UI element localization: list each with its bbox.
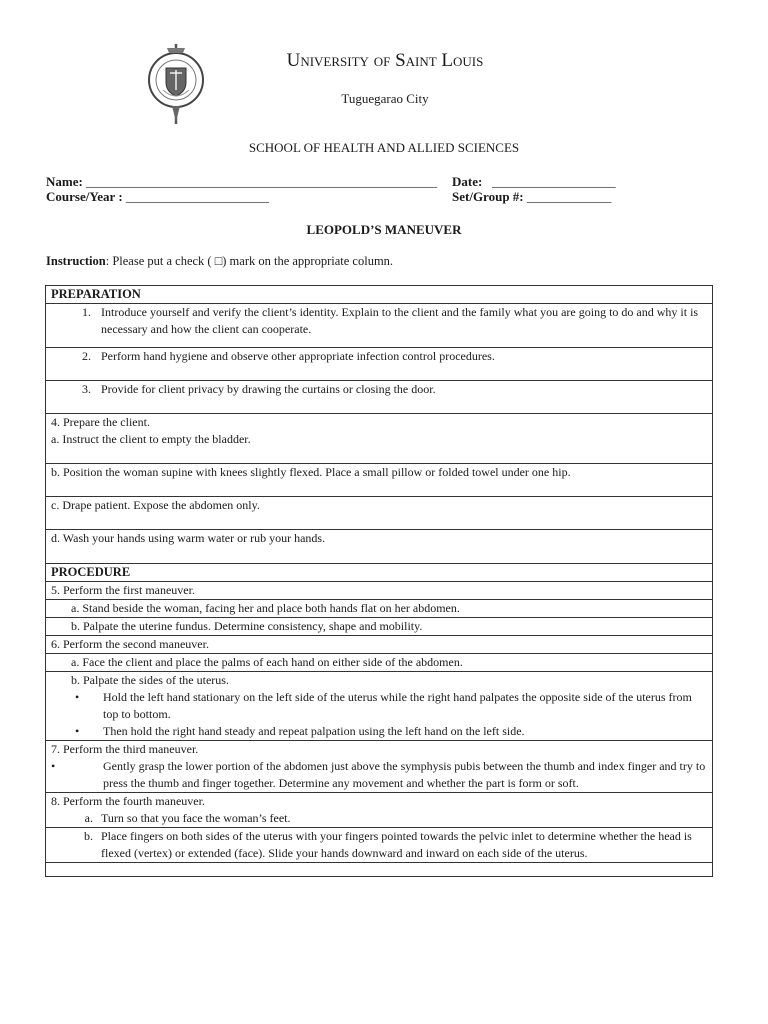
date-field: Date: ___________________: [452, 174, 616, 189]
table-row: 8. Perform the fourth maneuver. a. Turn so that you face the woman’s feet.: [46, 793, 713, 828]
table-row: 2. Perform hand hygiene and observe other appropriate infection control procedures.: [46, 348, 713, 381]
table-row: a. Face the client and place the palms of each hand on either side of the abdomen.: [46, 654, 713, 672]
section-header-preparation: PREPARATION: [46, 286, 713, 304]
name-field: Name: ______________________________________________________: [46, 174, 438, 189]
university-seal-logo: [143, 42, 209, 126]
set-group-field: Set/Group #: _____________: [452, 189, 612, 204]
table-row: b. Position the woman supine with knees slightly flexed. Place a small pillow or folded towel under one hip.: [46, 464, 713, 497]
table-row: c. Drape patient. Expose the abdomen only.: [46, 497, 713, 530]
table-row: 6. Perform the second maneuver.: [46, 636, 713, 654]
table-row: b. Palpate the uterine fundus. Determine consistency, shape and mobility.: [46, 618, 713, 636]
table-row: b. Palpate the sides of the uterus. • Hold the left hand stationary on the left side of the uterus while the right hand palpates the opposite side of the uterus from top to bottom. • Then hold the right hand steady and repeat palpation using the left hand on the left side.: [46, 672, 713, 741]
bullet-icon: •: [75, 690, 80, 704]
table-row: d. Wash your hands using warm water or rub your hands.: [46, 530, 713, 564]
table-row: a. Stand beside the woman, facing her and place both hands flat on her abdomen.: [46, 600, 713, 618]
table-row: 3. Provide for client privacy by drawing the curtains or closing the door.: [46, 381, 713, 414]
course-year-field: Course/Year : ______________________: [46, 189, 269, 204]
table-row: 7. Perform the third maneuver. • Gently grasp the lower portion of the abdomen just above the symphysis pubis between the thumb and index finger and try to press the thumb and finger together. Determine any movement and whether the part is form or soft.: [46, 741, 713, 793]
university-city: Tuguegarao City: [341, 91, 429, 106]
form-title: LEOPOLD’S MANEUVER: [306, 222, 462, 237]
school-name: SCHOOL OF HEALTH AND ALLIED SCIENCES: [248, 140, 520, 155]
table-row: [46, 863, 713, 877]
bullet-icon: •: [51, 759, 56, 773]
table-row: 1. Introduce yourself and verify the client’s identity. Explain to the client and the family what you are going to do and why it is necessary and how the client can cooperate.: [46, 304, 713, 348]
table-row: 4. Prepare the client. a. Instruct the client to empty the bladder.: [46, 414, 713, 464]
section-header-procedure: PROCEDURE: [46, 564, 713, 582]
bullet-icon: •: [75, 724, 80, 738]
checklist-table: [45, 285, 713, 877]
table-row: 5. Perform the first maneuver.: [46, 582, 713, 600]
university-name: University of Saint Louis: [286, 50, 484, 71]
instruction-text: Instruction: Please put a check ( □) mark on the appropriate column.: [46, 254, 394, 268]
table-row: b. Place fingers on both sides of the uterus with your fingers pointed towards the pelvic inlet to determine whether the head is flexed (vertex) or extended (face). Slide your hands downward and inward on each side of the uterus.: [46, 828, 713, 863]
